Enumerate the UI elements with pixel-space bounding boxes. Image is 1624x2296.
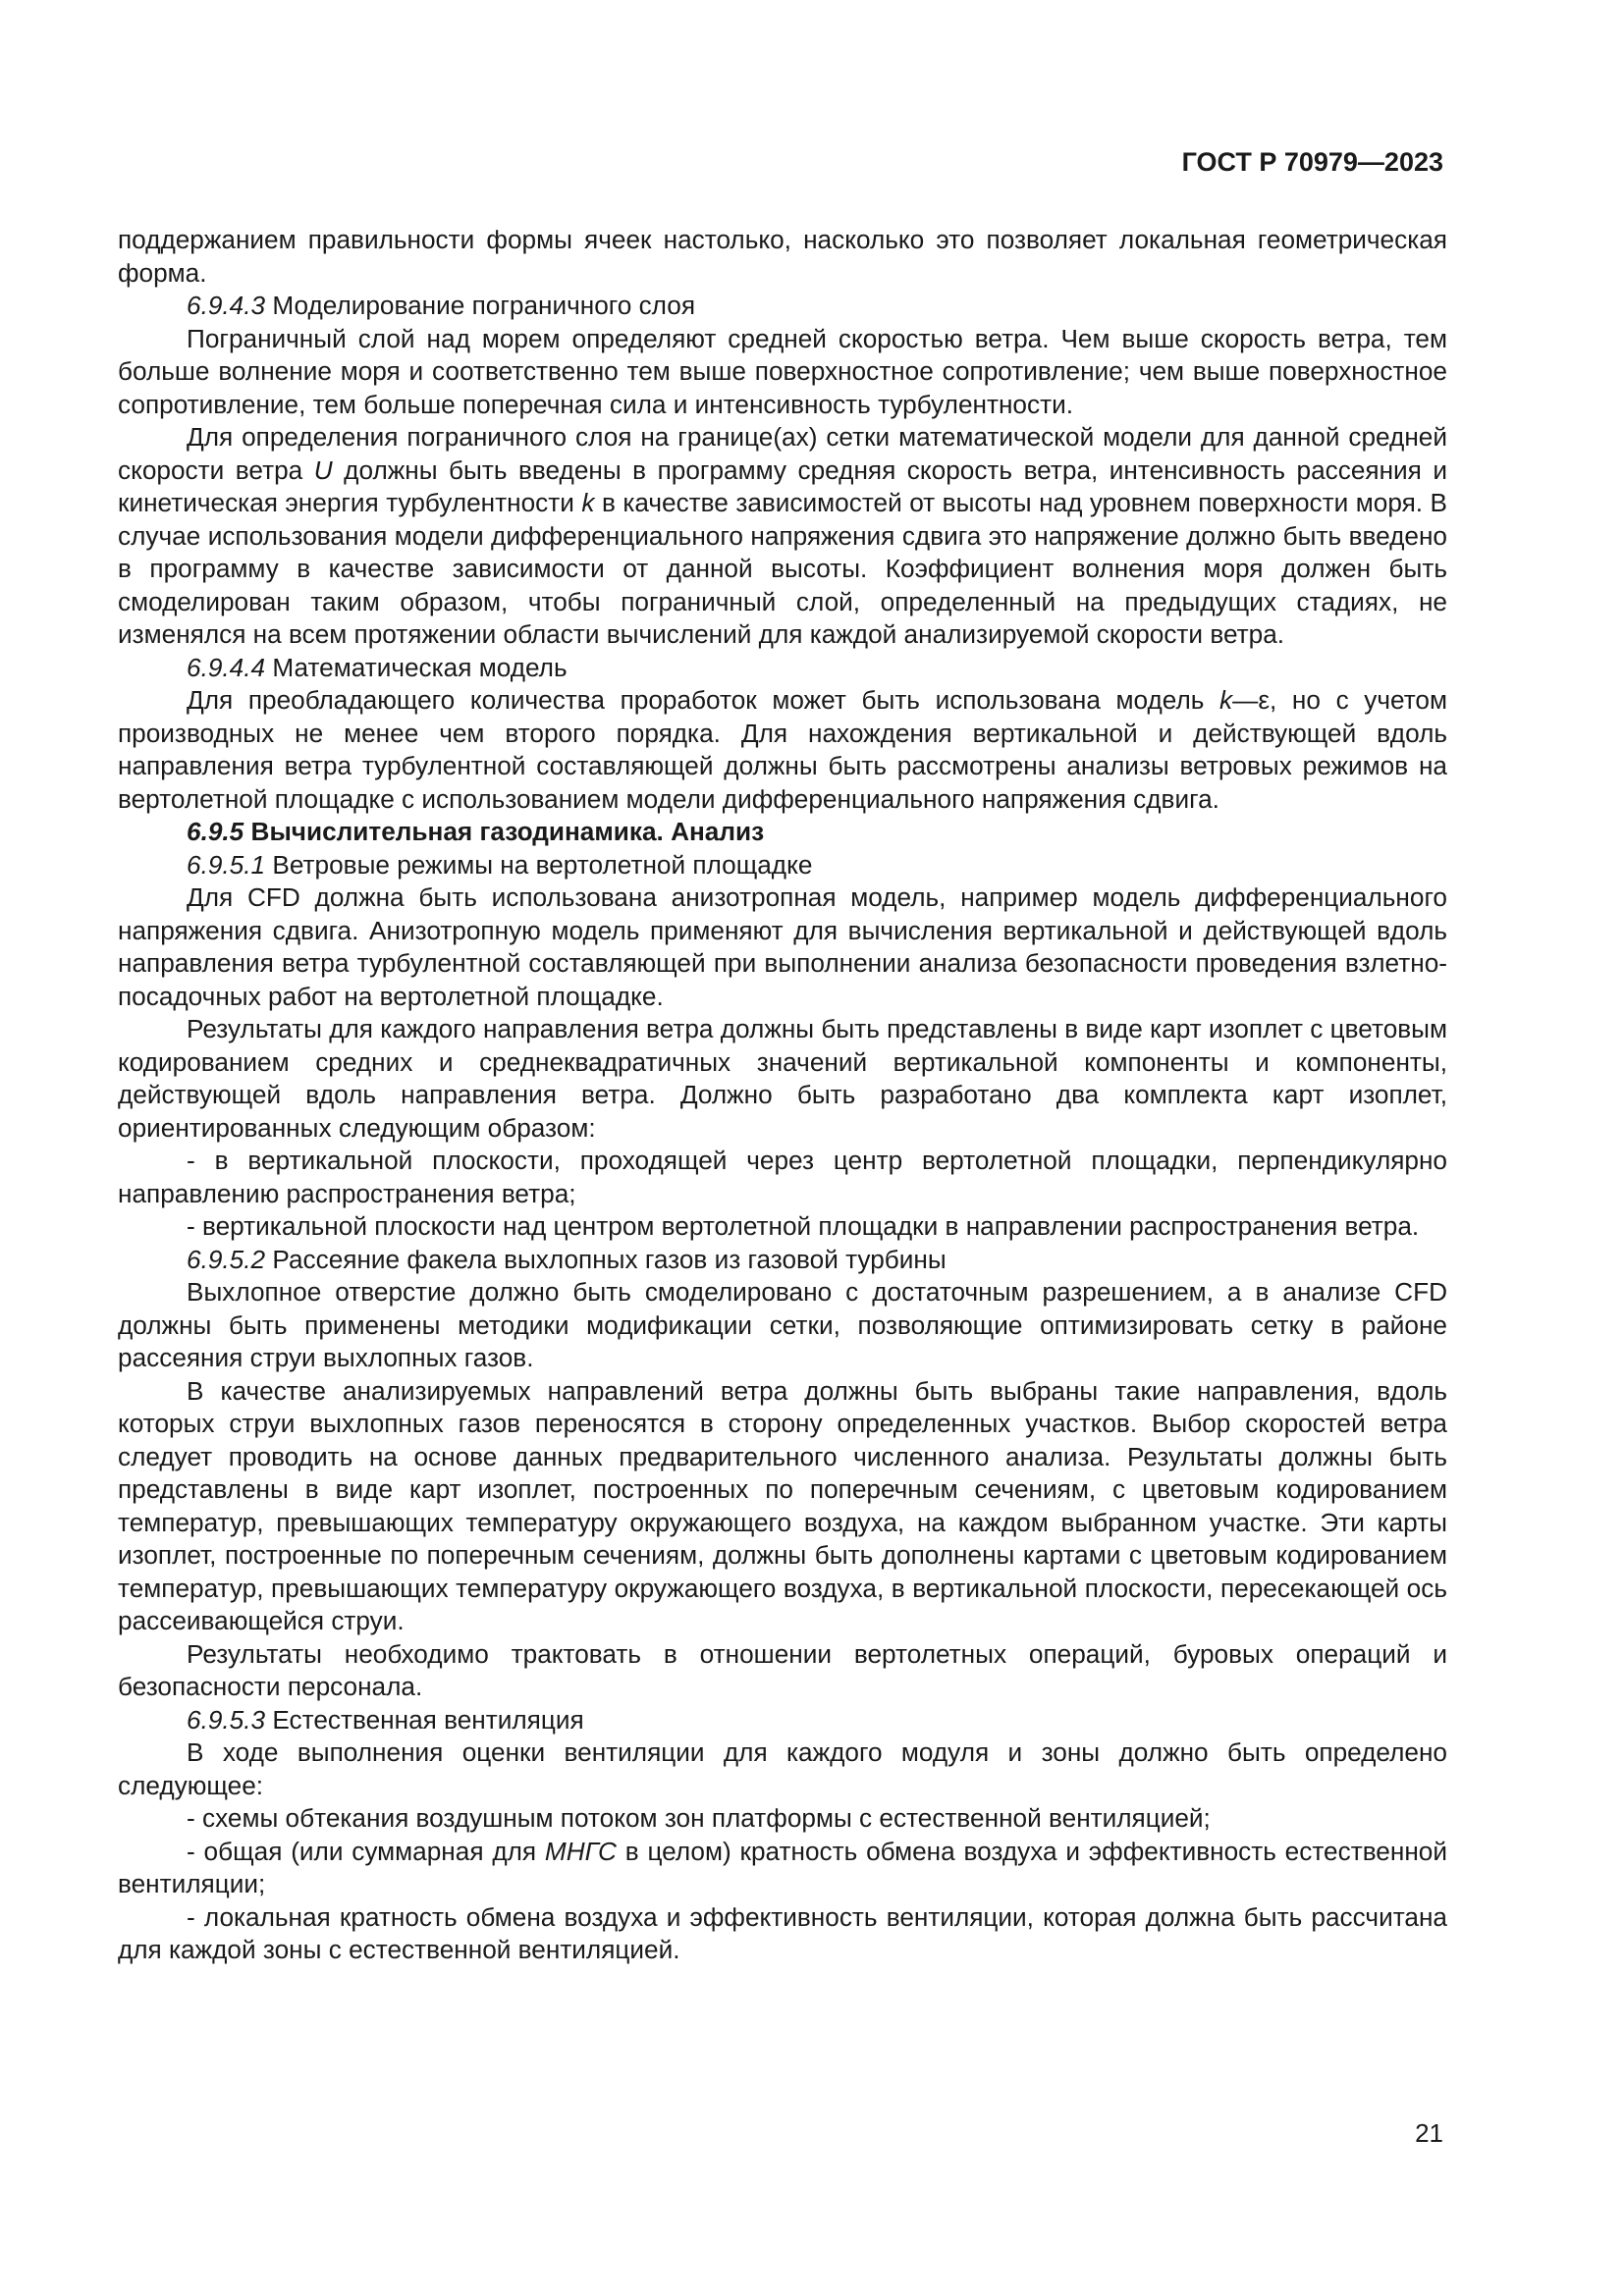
section-heading xyxy=(118,816,1447,849)
section-title: Естественная вентиляция xyxy=(265,1704,584,1735)
list-item: - общая (или суммарная для МНГС в целом) кратность обмена воздуха и эффективность естественной вентиляции; xyxy=(118,1836,1447,1898)
paragraph: Результаты необходимо трактовать в отношении вертолетных операций, буровых операций и безопасности персонала. xyxy=(118,1638,1447,1701)
section-number: 6.9.4.4 xyxy=(187,652,266,682)
variable-u: U xyxy=(313,454,333,485)
paragraph: Для CFD должна быть использована анизотропная модель, например модель дифференциального напряжения сдвига. Анизотропную модель применяют для вычисления вертикальной и действующей вдоль направления ветра турбулентной составляющей при выполнении анализа безопасности проведения взлетно-посадочных работ на вертолетной площадке. xyxy=(118,882,1447,1011)
paragraph: В ходе выполнения оценки вентиляции для каждого модуля и зоны должно быть определено следующее: xyxy=(118,1737,1447,1800)
section-number: 6.9.5 xyxy=(187,817,244,846)
paragraph: Пограничный слой над морем определяют средней скоростью ветра. Чем выше скорость ветра, тем больше волнение моря и соответственно тем выше поверхностное сопротивление; чем выше поверхностное сопротивление, тем больше поперечная сила и интенсивность турбулентности. xyxy=(118,323,1447,419)
page-number: 21 xyxy=(1415,2118,1443,2148)
variable-k: k xyxy=(1219,685,1233,715)
list-item: - схемы обтекания воздушным потоком зон платформы с естественной вентиляцией; xyxy=(187,1803,1211,1833)
list-item: - локальная кратность обмена воздуха и эффективность вентиляции, которая должна быть рассчитана для каждой зоны с естественной вентиляцией. xyxy=(118,1901,1447,1964)
subsection-heading xyxy=(118,290,1447,323)
subsection-heading xyxy=(118,1704,1447,1737)
section-title: Моделирование пограничного слоя xyxy=(265,291,696,320)
subsection-heading xyxy=(118,652,1447,685)
paragraph: Для преобладающего количества проработок может быть использована модель k—ε, но с учетом производных не менее чем второго порядка. Для нахождения вертикальной и действующей вдоль направления ветра турбулентной составляющей должны быть рассмотрены анализы ветровых режимов на вертолетной площадке с использованием модели дифференциального напряжения сдвига. xyxy=(118,685,1447,814)
standard-header: ГОСТ Р 70979—2023 xyxy=(1181,147,1443,177)
variable-k: k xyxy=(581,488,595,517)
paragraph: Для определения пограничного слоя на границе(ах) сетки математической модели для данной средней скорости ветра U должны быть введены в программу средняя скорость ветра, интенсивность рассеяния и кинетическая энергия турбулентности k в качестве зависимостей от высоты над уровнем поверхности моря. В случае использования модели дифференциального напряжения сдвига это напряжение должно быть введено в программу в качестве зависимости от данной высоты. Коэффициент волнения моря должен быть смоделирован таким образом, чтобы пограничный слой, определенный на предыдущих стадиях, не изменялся на всем протяжении области вычислений для каждой анализируемой скорости ветра. xyxy=(118,422,1447,649)
section-title: Вычислительная газодинамика. Анализ xyxy=(244,817,765,846)
paragraph: Выхлопное отверстие должно быть смоделировано с достаточным разрешением, а в анализе CFD должны быть применены методики модификации сетки, позволяющие оптимизировать сетку в районе рассеяния струи выхлопных газов. xyxy=(118,1277,1447,1372)
list-item: - вертикальной плоскости над центром вертолетной площадки в направлении распространения ветра. xyxy=(187,1211,1420,1241)
paragraph: Результаты для каждого направления ветра должны быть представлены в виде карт изоплет с цветовым кодированием средних и среднеквадратичных значений вертикальной компоненты и компоненты, действующей вдоль направления ветра. Должно быть разработано два комплекта карт изоплет, ориентированных следующим образом: xyxy=(118,1014,1447,1143)
abbreviation: МНГС xyxy=(544,1836,617,1866)
section-number: 6.9.4.3 xyxy=(187,291,266,320)
section-number: 6.9.5.1 xyxy=(187,849,266,880)
subsection-heading xyxy=(118,849,1447,882)
paragraph: поддержанием правильности формы ячеек настолько, насколько это позволяет локальная геометрическая форма. xyxy=(118,225,1447,288)
paragraph: В качестве анализируемых направлений ветра должны быть выбраны такие направления, вдоль которых струи выхлопных газов переносятся в сторону определенных участков. Выбор скоростей ветра следует проводить на основе данных предварительного численного анализа. Результаты должны быть представлены в виде карт изоплет, построенных по поперечным сечениям, с цветовым кодированием температур, превышающих температуру окружающего воздуха, на каждом выбранном участке. Эти карты изоплет, построенные по поперечным сечениям, должны быть дополнены картами с цветовым кодированием температур, превышающих температуру окружающего воздуха, в вертикальной плоскости, пересекающей ось рассеивающейся струи. xyxy=(118,1375,1447,1635)
section-number: 6.9.5.2 xyxy=(187,1244,266,1274)
section-title: Математическая модель xyxy=(265,652,568,682)
section-title: Ветровые режимы на вертолетной площадке xyxy=(265,849,813,880)
document-body xyxy=(118,224,1447,1967)
list-item: - в вертикальной плоскости, проходящей через центр вертолетной площадки, перпендикулярно направлению распространения ветра; xyxy=(118,1146,1447,1208)
section-title: Рассеяние факела выхлопных газов из газовой турбины xyxy=(265,1244,947,1274)
subsection-heading xyxy=(118,1244,1447,1277)
section-number: 6.9.5.3 xyxy=(187,1704,266,1735)
